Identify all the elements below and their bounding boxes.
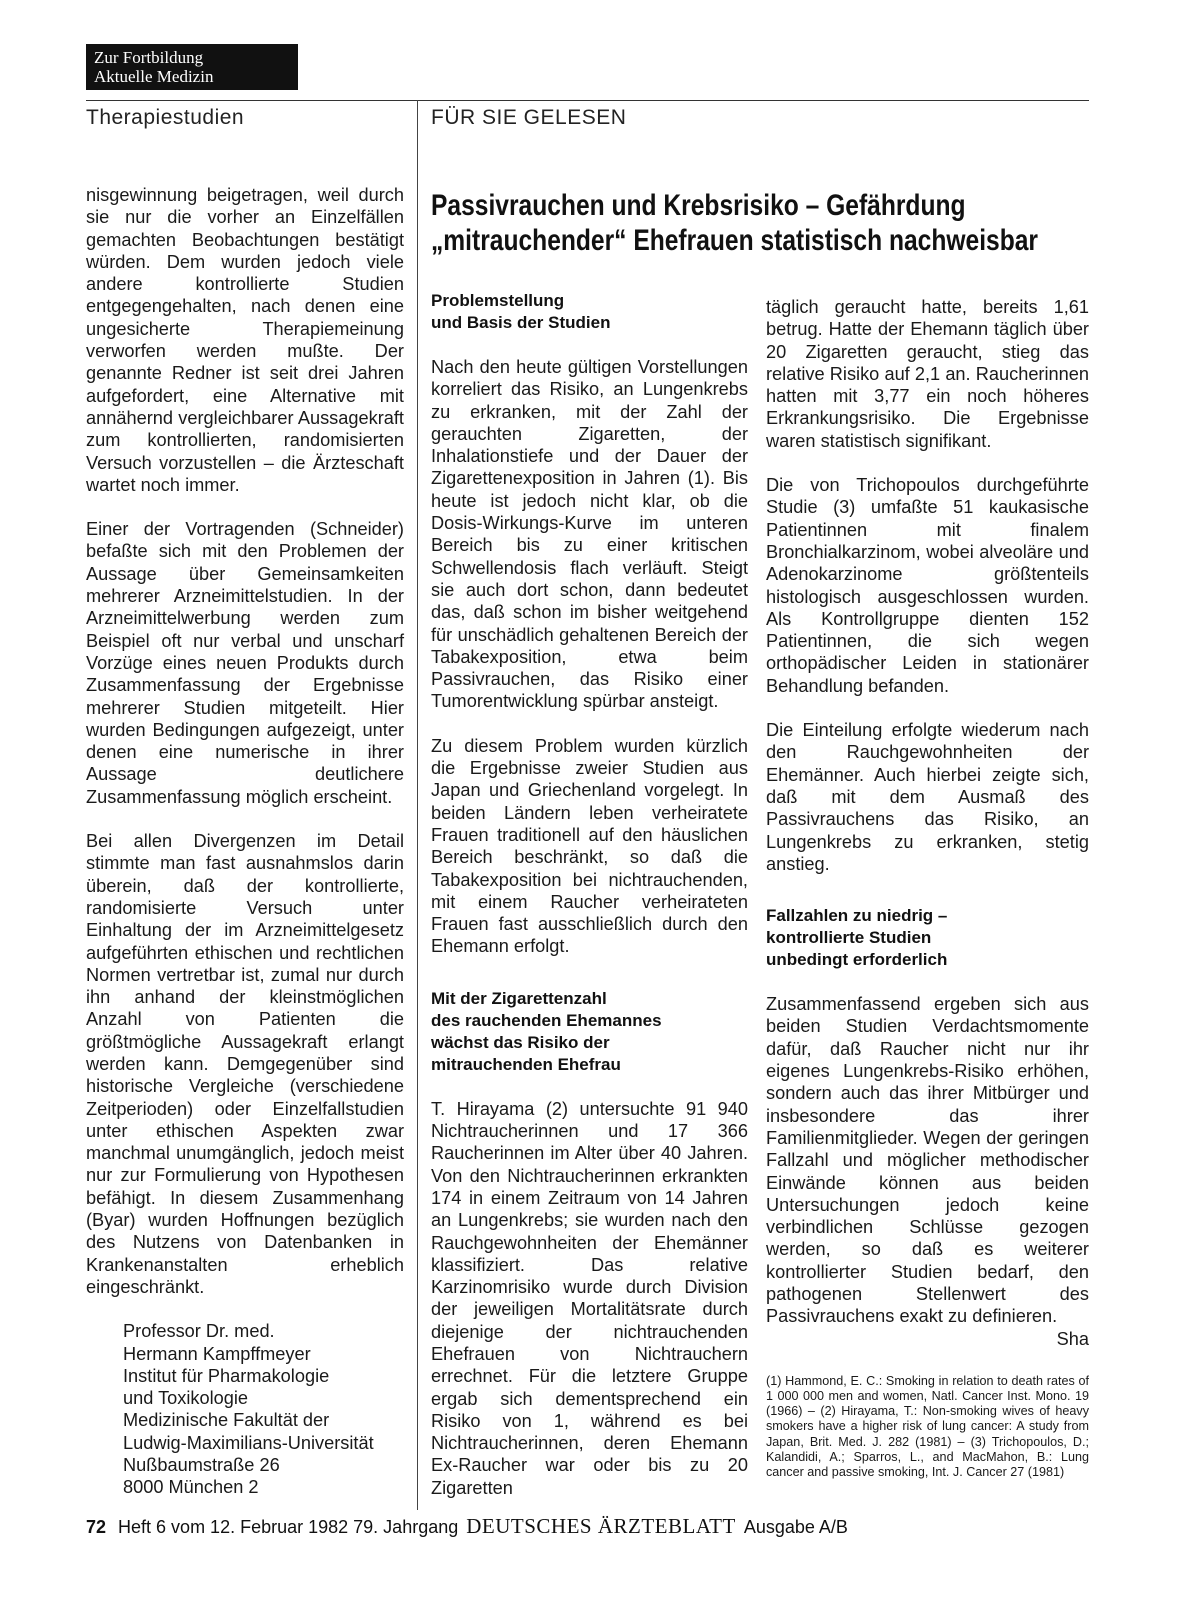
subheading-line: wächst das Risiko der [431,1032,610,1052]
subheading-line: und Basis der Studien [431,313,611,332]
address-line: Medizinische Fakultät der [123,1410,330,1431]
paragraph: Zu diesem Problem wurden kürzlich die Ergebnisse zweier Studien aus Japan und Griechenland vorgelegt. In beiden Ländern leben verheiratete Frauen traditionell auf den häuslichen Bereich beschränkt, so daß die Tabakexposition bei nichtrauchenden, mit einem Raucher verheirateten Frauen fast ausschließlich durch den Ehemann erfolgt. [431,735,748,957]
edition-info: Ausgabe A/B [743,1517,848,1537]
subheading-line: des rauchenden Ehemannes [431,1010,662,1030]
address-line: Professor Dr. med. [123,1321,275,1342]
paragraph: Bei allen Divergenzen im Detail stimmte man fast ausnahmslos darin überein, daß der kontrollierte, randomisierte Versuch unter Einhaltung der im Arzneimittelgesetz aufgeführten ethischen und rechtlichen Normen vertretbar ist, zumal nur durch ihn anhand der kleinstmöglichen Anzahl von Patienten die größtmögliche Aussagekraft erlangt werden kann. Demgegenüber sind historische Vergleiche (verschiedene Zeitperioden) oder Einzelfallstudien unter ethischen Aspekten zwar manchmal unumgänglich, jedoch meist nur zur Formulierung von Hypothesen befähigt. In diesem Zusammenhang (Byar) wurden Hoffnungen bezüglich des Nutzens von Datenbanken in Krankenanstalten erheblich eingeschränkt. [86,831,404,1297]
article-title-line-2: „mitrauchender“ Ehefrauen statistisch nachweisbar [431,224,1038,257]
paragraph: nisgewinnung beigetragen, weil durch sie nur die vorher an Einzelfällen gemachten Beobachtungen bestätigt würden. Dem wurden jedoch viele andere kontrollierte Studien entgegengehalten, nach denen eine ungesicherte Therapiemeinung verworfen werden mußte. Der genannte Redner ist seit drei Jahren aufgefordert, eine Alternative mit annähernd vergleichbarer Aussagekraft zum kontrollierten, randomisierten Versuch vorzustellen – die Ärzteschaft wartet noch immer. [86,185,404,495]
badge-line-2: Aktuelle Medizin [94,67,214,86]
subheading-line: Fallzahlen zu niedrig – [766,906,948,926]
paragraph-text: Zusammenfassend ergeben sich aus beiden Studien Verdachtsmomente dafür, daß Raucher nicht nur ihr eigenes Lungenkrebs-Risiko erhöhen, sondern auch das ihrer Mitbürger und insbesondere das ihrer Familienmitglieder. Wegen der geringen Fallzahl und möglicher methodischer Einwände können aus beiden Untersuchungen jedoch keine verbindlichen Schlüsse gezogen werden, so daß es weiterer kontrollierter Studien bedarf, den pathogenen Stellenwert des Passivrauchens exakt zu definieren. [766,994,1089,1327]
subheading-line: kontrollierte Studien [766,928,932,948]
column-left [86,184,404,1499]
column-right [766,296,1089,1480]
journal-name: DEUTSCHES ÄRZTEBLATT [466,1514,736,1538]
column-divider [417,100,418,1510]
paragraph: T. Hirayama (2) untersuchte 91 940 Nichtraucherinnen und 17 366 Raucherinnen im Alter über 40 Jahren. Von den Nichtraucherinnen erkrankten 174 in einem Zeitraum von 14 Jahren an Lungenkrebs; sie wurden nach den Rauchgewohnheiten der Ehemänner klassifiziert. Das relative Karzinomrisiko wurde durch Division der jeweiligen Mortalitätsrate durch diejenige der nichtrauchenden Ehefrauen von Nichtrauchern errechnet. Für die letztere Gruppe ergab sich dementsprechend ein Risiko von 1, während es bei Nichtraucherinnen, deren Ehemann Ex-Raucher war oder bis zu 20 Zigaretten [431,1098,748,1498]
address-line: Institut für Pharmakologie [123,1365,330,1386]
subheading-problemstellung [431,290,748,334]
subheading-zigarettenzahl [431,988,748,1076]
author-address [86,1320,404,1498]
paragraph [766,993,1089,1349]
subheading-fallzahlen [766,905,1089,971]
address-line: Ludwig-Maximilians-Universität [123,1432,374,1453]
paragraph: Nach den heute gültigen Vorstellungen korreliert das Risiko, an Lungenkrebs zu erkranken, mit der Zahl der gerauchten Zigaretten, der Inhalationstiefe und der Dauer der Zigarettenexposition in Jahren (1). Bis heute ist jedoch nicht klar, ob die Dosis-Wirkungs-Kurve im unteren Bereich bis zu einer kritischen Schwellendosis flach verläuft. Steigt sie auch dort schon, dann bedeutet das, daß schon im bisher weitgehend für unschädlich gehaltenen Bereich der Tabakexposition, etwa beim Passivrauchen, das Risiko einer Tumorentwicklung spürbar ansteigt. [431,357,748,712]
subheading-line: unbedingt erforderlich [766,950,948,970]
address-line: Nußbaumstraße 26 [123,1455,280,1476]
subheading-line: mitrauchenden Ehefrau [431,1054,621,1074]
page-number: 72 [86,1517,107,1537]
paragraph: Einer der Vortragenden (Schneider) befaßte sich mit den Problemen der Aussage über Gemeinsamkeiten mehrerer Arzneimittelstudien. In der Arzneimittelwerbung werden zum Beispiel oft nur verbal und unscharf Vorzüge eines neuen Produkts durch Zusammenfassung der Ergebnisse mehrerer Studien mitgeteilt. Hier wurden Bedingungen aufgezeigt, unter denen eine numerische in ihrer Aussage deutlichere Zusammenfassung möglich erscheint. [86,519,404,807]
address-line: und Toxikologie [123,1388,249,1409]
page-footer [86,1514,1089,1539]
references: (1) Hammond, E. C.: Smoking in relation to death rates of 1 000 000 men and women, Natl. Cancer Inst. Mono. 19 (1966) – (2) Hirayama, T.: Non-smoking wives of heavy smokers have a higher risk of lung cancer: A study from Japan, Brit. Med. J. 282 (1981) – (3) Trichopoulos, D.; Kalandidi, A.; Sparros, L., and MacMahon, B.: Lung cancer and passive smoking, Int. J. Cancer 27 (1981) [766,1373,1089,1480]
article-title [431,188,1038,258]
subheading-line: Problemstellung [431,291,565,310]
header-rule [86,100,1089,101]
section-heading-right: FÜR SIE GELESEN [431,106,627,129]
column-middle [431,290,748,1499]
subheading-line: Mit der Zigarettenzahl [431,988,607,1008]
paragraph: Die Einteilung erfolgte wiederum nach den Rauchgewohnheiten der Ehemänner. Auch hierbei zeigte sich, daß mit dem Ausmaß des Passivrauchens das Risiko, an Lungenkrebs zu erkranken, stetig anstieg. [766,720,1089,874]
author-signature: Sha [1056,1328,1089,1349]
paragraph: täglich geraucht hatte, bereits 1,61 betrug. Hatte der Ehemann täglich über 20 Zigaretten geraucht, stieg das relative Risiko auf 2,1 an. Raucherinnen hatten mit 3,77 ein noch höheres Erkrankungsrisiko. Die Ergebnisse waren statistisch signifikant. [766,297,1089,451]
article-title-line-1: Passivrauchen und Krebsrisiko – Gefährdung [431,189,966,222]
address-line: Hermann Kampffmeyer [123,1343,311,1364]
paragraph: Die von Trichopoulos durchgeführte Studie (3) umfaßte 51 kaukasische Patientinnen mit finalem Bronchialkarzinom, wobei alveoläre und Adenokarzinome größtenteils histologisch ausgeschlossen wurden. Als Kontrollgruppe dienten 152 Patientinnen, die sich wegen orthopädischer Leiden in stationärer Behandlung befanden. [766,475,1089,696]
section-heading-left: Therapiestudien [86,106,245,129]
badge-line-1: Zur Fortbildung [94,48,204,67]
address-line: 8000 München 2 [123,1477,259,1498]
section-badge [86,44,298,90]
issue-info: Heft 6 vom 12. Februar 1982 79. Jahrgang [118,1517,459,1537]
